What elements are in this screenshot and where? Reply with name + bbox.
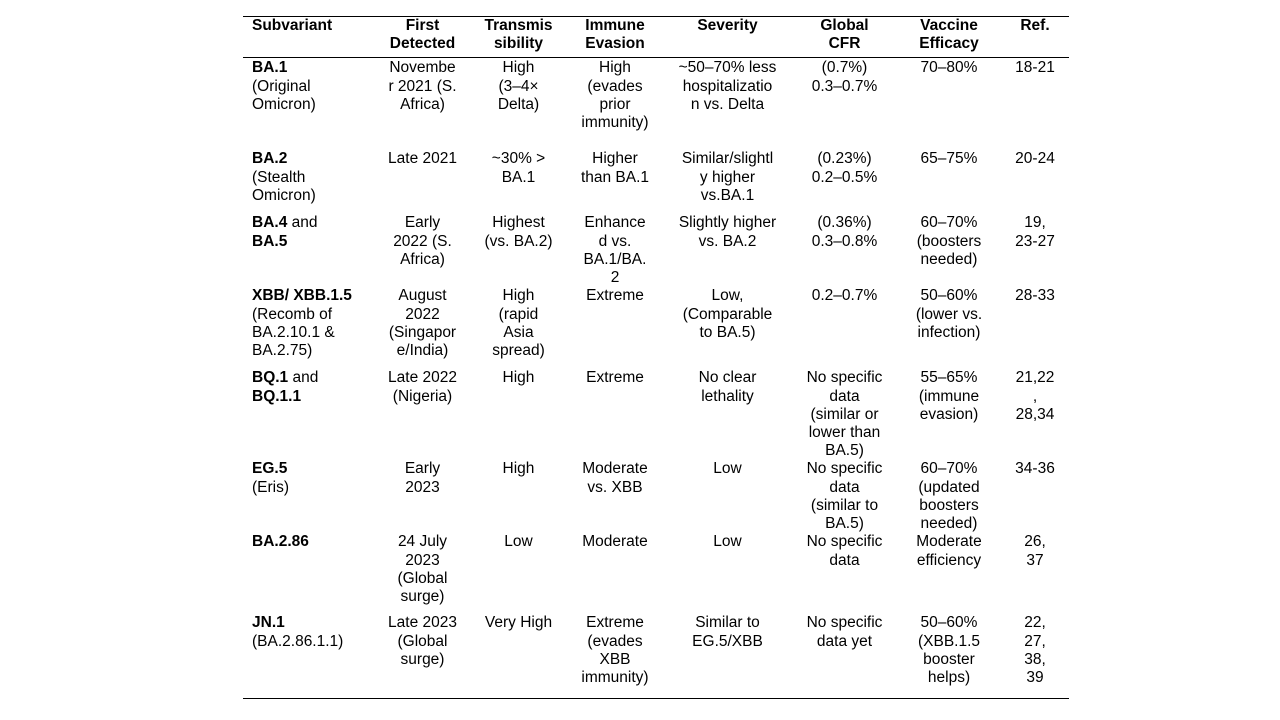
cell-immune-evasion: Higher than BA.1 xyxy=(580,150,650,186)
cell-severity: No clear lethality xyxy=(698,369,757,405)
header-transmissibility: Transmis sibility xyxy=(484,17,553,53)
cell-ref: 22, 27, 38, 39 xyxy=(1024,614,1046,687)
cell-vaccine-efficacy: 60–70% (boosters needed) xyxy=(916,214,982,268)
cell-ref: 26, 37 xyxy=(1024,533,1046,569)
cell-first-detected: August 2022 (Singapor e/India) xyxy=(388,287,457,360)
table-row xyxy=(243,150,1069,214)
subvariant-detail: (Stealth Omicron) xyxy=(252,168,316,204)
cell-transmissibility: ~30% > BA.1 xyxy=(491,150,546,186)
cell-severity: Similar/slightl y higher vs.BA.1 xyxy=(681,150,774,204)
subvariant-name-2: BQ.1.1 xyxy=(252,387,302,405)
cell-transmissibility: Very High xyxy=(484,614,553,632)
cell-severity: Slightly higher vs. BA.2 xyxy=(678,214,777,250)
cell-first-detected: 24 July 2023 (Global surge) xyxy=(397,533,448,606)
subvariant-name: XBB/ XBB.1.5 xyxy=(252,287,352,305)
cell-immune-evasion: Extreme xyxy=(586,369,644,387)
cell-subvariant xyxy=(243,214,375,287)
subvariant-detail: and xyxy=(292,369,319,387)
header-severity: Severity xyxy=(697,17,758,34)
subvariant-name: BA.2.86 xyxy=(252,533,309,551)
table-row xyxy=(243,614,1069,699)
cell-global-cfr: No specific data xyxy=(806,533,883,569)
cell-subvariant xyxy=(243,287,375,369)
cell-first-detected: Late 2021 xyxy=(388,150,457,168)
cell-subvariant xyxy=(243,533,375,614)
cell-transmissibility: High (rapid Asia spread) xyxy=(492,287,545,360)
cell-vaccine-efficacy: 55–65% (immune evasion) xyxy=(918,369,980,423)
cell-global-cfr: No specific data (similar to BA.5) xyxy=(806,460,883,533)
cell-severity: Low, (Comparable to BA.5) xyxy=(682,287,773,341)
cell-immune-evasion: High (evades prior immunity) xyxy=(581,59,649,132)
table-row xyxy=(243,287,1069,369)
table-row xyxy=(243,214,1069,287)
cell-first-detected: Late 2023 (Global surge) xyxy=(388,614,457,668)
subvariant-detail: (BA.2.86.1.1) xyxy=(252,632,344,650)
table-row xyxy=(243,369,1069,460)
header-vaccine-efficacy: Vaccine Efficacy xyxy=(919,17,979,53)
header-row xyxy=(243,17,1069,58)
cell-global-cfr: No specific data yet xyxy=(806,614,883,650)
table-row xyxy=(243,58,1069,151)
cell-vaccine-efficacy: 50–60% (lower vs. infection) xyxy=(915,287,983,341)
cell-transmissibility: Low xyxy=(504,533,533,551)
cell-immune-evasion: Moderate vs. XBB xyxy=(582,460,648,496)
cell-global-cfr: (0.7%) 0.3–0.7% xyxy=(811,59,878,95)
cell-first-detected: Late 2022 (Nigeria) xyxy=(388,369,457,405)
cell-ref: 19, 23-27 xyxy=(1015,214,1055,250)
cell-immune-evasion: Enhance d vs. BA.1/BA. 2 xyxy=(583,214,647,287)
cell-immune-evasion: Extreme xyxy=(586,287,644,305)
header-first-detected: First Detected xyxy=(389,17,456,53)
omicron-subvariant-table xyxy=(243,16,1069,699)
cell-ref: 20-24 xyxy=(1015,150,1055,168)
subvariant-name: BQ.1 xyxy=(252,369,289,387)
table-container xyxy=(243,16,1069,699)
cell-transmissibility: High xyxy=(502,460,535,478)
subvariant-name: BA.1 xyxy=(252,59,288,77)
cell-first-detected: Novembe r 2021 (S. Africa) xyxy=(388,59,457,113)
cell-global-cfr: No specific data (similar or lower than BA.5) xyxy=(806,369,883,460)
subvariant-name: BA.2 xyxy=(252,150,288,168)
cell-global-cfr: 0.2–0.7% xyxy=(811,287,878,305)
cell-subvariant xyxy=(243,369,375,460)
header-global-cfr: Global CFR xyxy=(820,17,869,53)
cell-vaccine-efficacy: 50–60% (XBB.1.5 booster helps) xyxy=(917,614,981,687)
cell-vaccine-efficacy: 60–70% (updated boosters needed) xyxy=(918,460,980,533)
subvariant-detail: (Original Omicron) xyxy=(252,77,316,113)
cell-transmissibility: High (3–4× Delta) xyxy=(497,59,540,113)
cell-severity: Low xyxy=(713,533,742,551)
subvariant-detail: and xyxy=(291,214,318,232)
cell-global-cfr: (0.36%) 0.3–0.8% xyxy=(811,214,878,250)
cell-transmissibility: Highest (vs. BA.2) xyxy=(484,214,553,250)
cell-severity: ~50–70% less hospitalizatio n vs. Delta xyxy=(678,59,777,113)
table-row xyxy=(243,460,1069,533)
cell-first-detected: Early 2023 xyxy=(404,460,441,496)
subvariant-detail: (Eris) xyxy=(252,478,290,496)
header-ref: Ref. xyxy=(1020,17,1050,34)
cell-immune-evasion: Extreme (evades XBB immunity) xyxy=(581,614,649,687)
cell-vaccine-efficacy: 70–80% xyxy=(920,59,978,77)
subvariant-name: BA.4 xyxy=(252,214,288,232)
cell-immune-evasion: Moderate xyxy=(582,533,648,551)
subvariant-detail: (Recomb of BA.2.10.1 & BA.2.75) xyxy=(252,305,335,360)
cell-severity: Low xyxy=(713,460,742,478)
subvariant-name: EG.5 xyxy=(252,460,288,478)
cell-subvariant xyxy=(243,150,375,214)
header-immune-evasion: Immune Evasion xyxy=(585,17,645,53)
cell-vaccine-efficacy: Moderate efficiency xyxy=(916,533,982,569)
subvariant-name-2: BA.5 xyxy=(252,232,288,250)
cell-first-detected: Early 2022 (S. Africa) xyxy=(393,214,452,268)
cell-subvariant xyxy=(243,58,375,151)
cell-ref: 21,22 , 28,34 xyxy=(1015,369,1055,423)
cell-ref: 34-36 xyxy=(1015,460,1055,478)
cell-ref: 18-21 xyxy=(1015,59,1055,77)
cell-global-cfr: (0.23%) 0.2–0.5% xyxy=(811,150,878,186)
cell-subvariant xyxy=(243,614,375,699)
cell-severity: Similar to EG.5/XBB xyxy=(692,614,763,650)
cell-vaccine-efficacy: 65–75% xyxy=(920,150,978,168)
header-subvariant: Subvariant xyxy=(252,17,333,34)
cell-transmissibility: High xyxy=(502,369,535,387)
cell-subvariant xyxy=(243,460,375,533)
subvariant-name: JN.1 xyxy=(252,614,285,632)
cell-ref: 28-33 xyxy=(1015,287,1055,305)
table-row xyxy=(243,533,1069,614)
